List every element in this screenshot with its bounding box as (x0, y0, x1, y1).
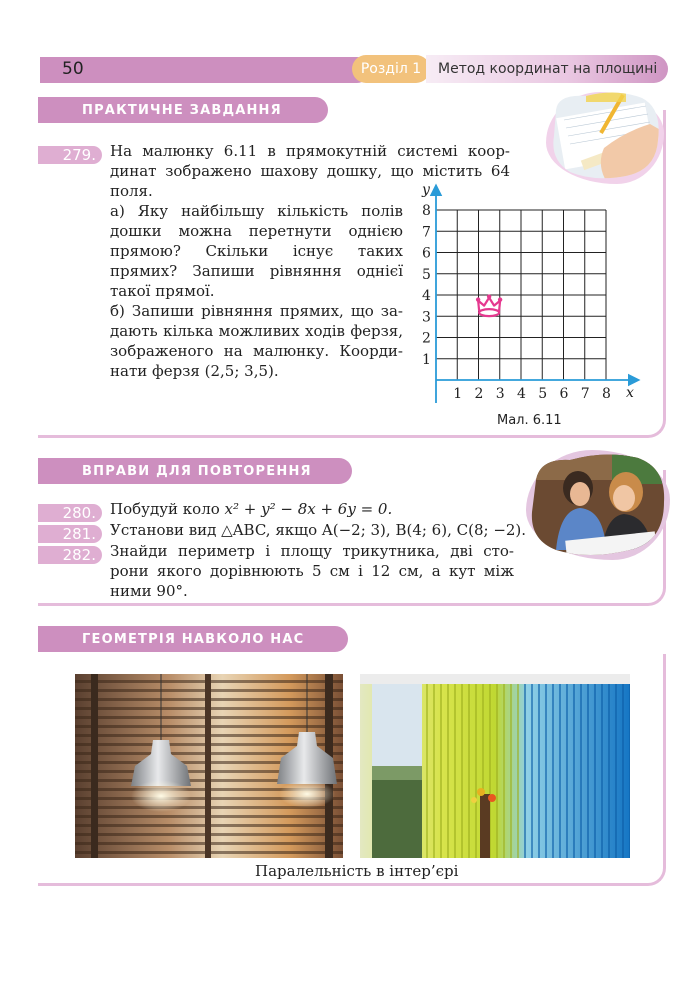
task-number-279: 279. (38, 146, 102, 164)
vertical-slat (503, 682, 505, 858)
task-number-282: 282. (38, 546, 102, 564)
writing-hand-illustration (546, 88, 664, 184)
header-bar (40, 57, 370, 83)
task-280-line (110, 499, 510, 519)
vertical-slat (566, 682, 568, 858)
vertical-slat (545, 682, 547, 858)
vertical-slat (587, 682, 589, 858)
task-line: дають кілька можливих ходів ферзя, (110, 322, 403, 340)
vertical-slat (496, 682, 498, 858)
y-axis-label: y (422, 182, 430, 198)
practical-section-title: ПРАКТИЧНЕ ЗАВДАННЯ (38, 97, 328, 123)
vertical-slat (601, 682, 603, 858)
y-tick-label: 4 (422, 288, 431, 304)
board-grid (436, 210, 606, 380)
vertical-slat (468, 682, 470, 858)
task-line: зображеного на малюнку. Коорди- (110, 342, 403, 360)
vertical-slat (461, 682, 463, 858)
geometry-section-title: ГЕОМЕТРІЯ НАВКОЛО НАС (38, 626, 348, 652)
vertical-slat (454, 682, 456, 858)
x-axis-label: x (626, 385, 634, 401)
task-281-text (110, 520, 527, 540)
vertical-slat (475, 682, 477, 858)
crown-bead (487, 294, 491, 298)
page-number: 50 (62, 59, 84, 79)
geometry-caption: Паралельність в інтер’єрі (255, 862, 459, 880)
y-tick-label: 1 (422, 351, 431, 368)
vertical-slat (517, 682, 519, 858)
vertical-slat (524, 682, 526, 858)
chapter-title: Метод координат на площині (426, 55, 668, 83)
students-illustration (526, 450, 670, 560)
task-line: динат зображено шахову дошку, що містить 64 (110, 162, 510, 180)
vertical-slat (440, 682, 442, 858)
y-tick-label: 7 (422, 224, 431, 241)
x-tick-label: 4 (517, 386, 526, 402)
task-280-text (110, 499, 510, 519)
task-279-parts (110, 201, 403, 381)
x-tick-label: 6 (559, 386, 569, 402)
task-line: Знайди периметр і площу трикутника, дві сто- (110, 542, 514, 560)
task-line: ними 90°. (110, 582, 188, 600)
vertical-slat (629, 682, 630, 858)
x-tick-label: 7 (580, 386, 590, 402)
figure-caption: Мал. 6.11 (497, 413, 562, 428)
crown-base (479, 309, 499, 316)
chessboard-figure (410, 178, 660, 408)
writing-photo (546, 88, 664, 184)
y-tick-label: 5 (422, 266, 431, 283)
crown-icon (476, 294, 502, 316)
vertical-slat (447, 682, 449, 858)
vertical-slat (573, 682, 575, 858)
vertical-slat (531, 682, 533, 858)
task-281-line: Установи вид △ABC, якщо A(−2; 3), B(4; 6), C(8; −2). (110, 521, 527, 539)
vertical-slat (608, 682, 610, 858)
vertical-slat (552, 682, 554, 858)
x-tick-label: 2 (474, 386, 484, 402)
task-line: поля. (110, 182, 153, 200)
vertical-slat (538, 682, 540, 858)
vertical-blinds-photo (360, 674, 630, 858)
students-photo (526, 450, 670, 560)
task-line: дошки можна перетнути однією (110, 222, 403, 240)
task-line: рони якого дорівнюють 5 см і 12 см, а кут між (110, 562, 514, 580)
x-tick-label: 5 (538, 386, 548, 402)
task-number-280: 280. (38, 504, 102, 522)
chapter-badge: Розділ 1 (352, 55, 430, 83)
task-280-intro: Побудуй коло (110, 500, 225, 518)
vertical-slat (615, 682, 617, 858)
x-tick-labels (453, 386, 611, 402)
task-280-equation: x² + y² − 8x + 6y = 0. (224, 500, 393, 518)
crown-bead (476, 297, 480, 301)
crown-bead (498, 297, 502, 301)
task-282-text (110, 541, 514, 601)
blinds-lamps-photo (75, 674, 343, 858)
x-tick-label: 1 (453, 386, 463, 402)
vertical-slat (594, 682, 596, 858)
task-line: б) Запиши рівняння прямих, що за- (110, 302, 403, 320)
x-tick-label: 8 (602, 386, 611, 402)
task-line: На малюнку 6.11 в прямокутній системі коор- (110, 142, 510, 160)
y-tick-label: 3 (422, 309, 431, 326)
task-line: прямою? Скільки існує таких (110, 242, 403, 260)
vertical-slat (559, 682, 561, 858)
x-tick-label: 3 (495, 386, 505, 402)
task-line: такої прямої. (110, 282, 215, 300)
y-tick-label: 2 (422, 330, 431, 347)
vertical-slat (510, 682, 512, 858)
review-section-title: ВПРАВИ ДЛЯ ПОВТОРЕННЯ (38, 458, 352, 484)
y-tick-label: 8 (422, 203, 431, 219)
task-line: нати ферзя (2,5; 3,5). (110, 362, 279, 380)
y-tick-labels (422, 203, 431, 368)
vertical-slat (433, 682, 435, 858)
task-number-281: 281. (38, 525, 102, 543)
vertical-slat (426, 682, 428, 858)
vertical-slat (580, 682, 582, 858)
vertical-slat (622, 682, 624, 858)
y-tick-label: 6 (422, 245, 431, 262)
task-line: прямих? Запиши рівняння однієї (110, 262, 403, 280)
task-line: а) Яку найбільшу кількість полів (110, 202, 403, 220)
